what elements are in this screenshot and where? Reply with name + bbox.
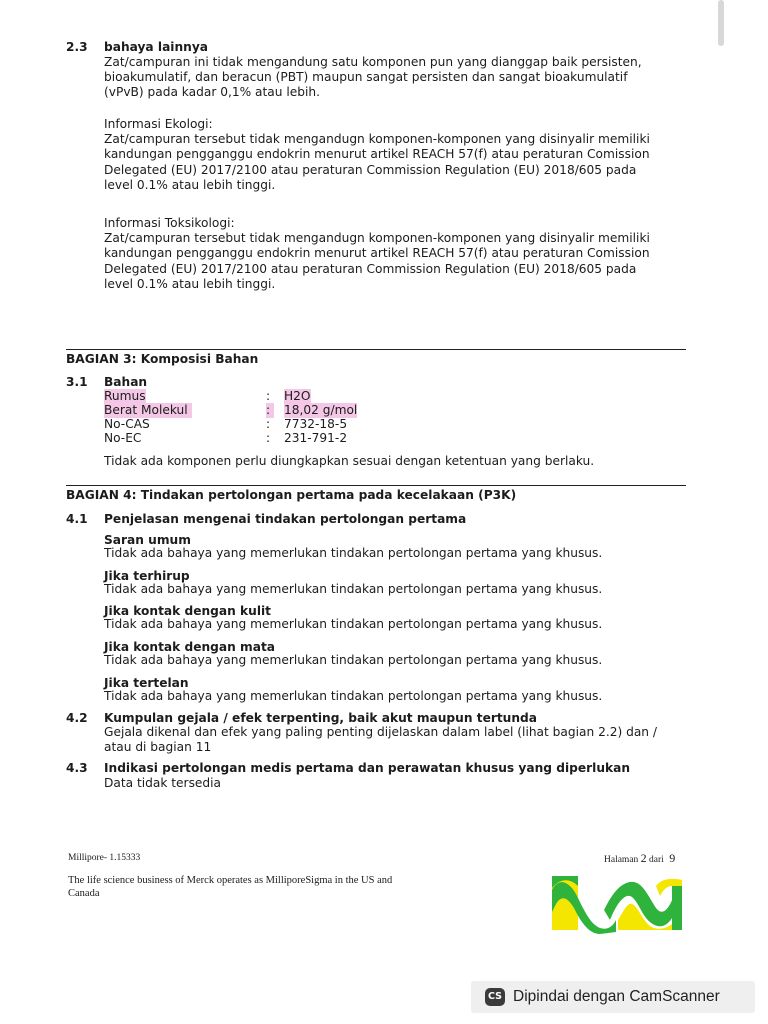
text-line: level 0.1% atau lebih tinggi. [104, 177, 276, 192]
composition-row-no-cas [104, 417, 484, 432]
divider [66, 485, 686, 486]
page-label: Halaman [604, 855, 639, 865]
row-colon: : [266, 417, 271, 431]
text-line: Data tidak tersedia [104, 776, 222, 790]
row-colon: : [266, 403, 274, 418]
subsection-title: Penjelasan mengenai tindakan pertolongan pertama [104, 512, 467, 526]
section-paragraph [104, 55, 704, 101]
subsection-title: Bahan [104, 375, 148, 389]
camscanner-badge [471, 981, 755, 1013]
item-text: Tidak ada bahaya yang memerlukan tindakan pertolongan pertama yang khusus. [104, 653, 603, 667]
text-line: Gejala dikenal dan efek yang paling penting dijelaskan dalam label (lihat bagian 2.2) dan / [104, 725, 657, 739]
text-line: Delegated (EU) 2017/2100 atau peraturan Commission Regulation (EU) 2018/605 pada [104, 162, 637, 177]
item-title: Jika kontak dengan mata [104, 640, 276, 654]
composition-row-rumus [104, 389, 484, 404]
text-line: level 0.1% atau lebih tinggi. [104, 276, 276, 291]
page-of: dari [649, 855, 664, 865]
ekologi-label: Informasi Ekologi: [104, 117, 213, 131]
item-text: Tidak ada bahaya yang memerlukan tindakan pertolongan pertama yang khusus. [104, 689, 603, 703]
text-line: Delegated (EU) 2017/2100 atau peraturan Commission Regulation (EU) 2018/605 pada [104, 261, 637, 276]
text-line: bioakumulatif, dan beracun (PBT) maupun sangat persisten dan sangat bioakumulatif [104, 70, 628, 85]
text-line: atau di bagian 11 [104, 740, 212, 754]
subsection-title: Indikasi pertolongan medis pertama dan perawatan khusus yang diperlukan [104, 761, 630, 775]
composition-row-berat-molekul [104, 403, 484, 418]
item-title: Jika kontak dengan kulit [104, 604, 272, 618]
section-number: 4.1 [66, 512, 88, 526]
merck-logo-icon [548, 870, 688, 936]
page-indicator [604, 851, 675, 866]
scrollbar-thumb[interactable] [718, 0, 724, 46]
footer-line: Canada [68, 887, 100, 899]
row-label: No-CAS [104, 417, 150, 431]
section-number: 4.3 [66, 761, 88, 775]
bagian-4-heading: BAGIAN 4: Tindakan pertolongan pertama pada kecelakaan (P3K) [66, 488, 517, 502]
text-line: Zat/campuran ini tidak mengandung satu komponen pun yang dianggap baik persisten, [104, 55, 642, 69]
item-text: Tidak ada bahaya yang memerlukan tindakan pertolongan pertama yang khusus. [104, 617, 603, 631]
row-label: Rumus [104, 389, 146, 403]
item-text: Tidak ada bahaya yang memerlukan tindakan pertolongan pertama yang khusus. [104, 546, 603, 560]
product-code: Millipore- 1.15333 [68, 853, 141, 863]
item-title: Jika tertelan [104, 676, 189, 690]
composition-note: Tidak ada komponen perlu diungkapkan sesuai dengan ketentuan yang berlaku. [104, 454, 595, 468]
row-colon: : [266, 389, 271, 403]
composition-row-no-ec [104, 431, 484, 446]
section-number: 4.2 [66, 711, 88, 725]
item-text: Tidak ada bahaya yang memerlukan tindakan pertolongan pertama yang khusus. [104, 582, 603, 596]
toksikologi-label: Informasi Toksikologi: [104, 216, 235, 230]
toksikologi-block [104, 216, 704, 292]
page-current: 2 [640, 851, 647, 865]
text-line: kandungan pengganggu endokrin menurut artikel REACH 57(f) atau peraturan Comission [104, 147, 650, 162]
page-total: 9 [669, 851, 676, 865]
item-title: Saran umum [104, 533, 191, 547]
item-title: Jika terhirup [104, 569, 190, 583]
camscanner-icon: CS [485, 988, 505, 1006]
row-value: H2O [284, 389, 311, 403]
section-number: 3.1 [66, 375, 88, 389]
ekologi-block [104, 117, 704, 193]
row-value: 18,02 g/mol [284, 403, 358, 417]
row-label: No-EC [104, 431, 142, 445]
footer-note [68, 875, 448, 900]
row-value: 231-791-2 [284, 431, 348, 445]
divider [66, 349, 686, 350]
text-line: (vPvB) pada kadar 0,1% atau lebih. [104, 85, 320, 100]
row-value: 7732-18-5 [284, 417, 348, 431]
camscanner-text: Dipindai dengan CamScanner [513, 988, 720, 1005]
subsection-title: Kumpulan gejala / efek terpenting, baik akut maupun tertunda [104, 711, 537, 725]
section-title: bahaya lainnya [104, 40, 208, 54]
text-line: Zat/campuran tersebut tidak mengandugn komponen-komponen yang disinyalir memiliki [104, 132, 650, 147]
bagian-3-heading: BAGIAN 3: Komposisi Bahan [66, 352, 259, 366]
text-line: Zat/campuran tersebut tidak mengandugn komponen-komponen yang disinyalir memiliki [104, 231, 650, 246]
row-colon: : [266, 431, 271, 445]
section-number: 2.3 [66, 40, 88, 54]
footer-line: The life science business of Merck operates as MilliporeSigma in the US and [68, 875, 393, 886]
row-label: Berat Molekul [104, 403, 192, 418]
text-line: kandungan pengganggu endokrin menurut artikel REACH 57(f) atau peraturan Comission [104, 246, 650, 261]
